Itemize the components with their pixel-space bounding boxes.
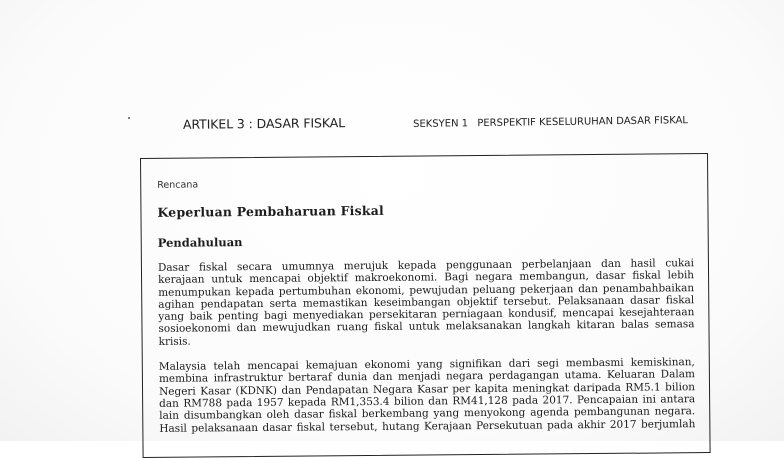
scan-speck bbox=[128, 117, 130, 119]
article-box-content bbox=[157, 175, 695, 448]
paragraph-2 bbox=[159, 356, 696, 434]
paragraph-line: dan RM788 pada 1957 kepada RM1,353.4 bilion dan RM41,128 pada 2017. Pencapaian ini antara bbox=[159, 393, 696, 410]
paragraph-line: membina infrastruktur bertaraf dunia dan menjadi negara perdagangan utama. Keluaran Dalam bbox=[158, 368, 695, 386]
section-header bbox=[413, 115, 688, 130]
paragraph-line: kerajaan untuk mencapai objektif makroekonomi. Bagi negara membangun, dasar fiskal lebih bbox=[158, 269, 695, 287]
paragraph-line: menumpukan kepada pertumbuhan ekonomi, pewujudan peluang pekerjaan dan penambahbaikan bbox=[158, 281, 695, 299]
article-subheading: Pendahuluan bbox=[157, 235, 243, 250]
paragraph-line: Malaysia telah mencapai kemajuan ekonomi yang signifikan dari segi membasmi kemiskinan, bbox=[158, 356, 695, 373]
paragraph-line: sosioekonomi dan mewujudkan ruang fiskal untuk melaksanakan langkah kitaran balas semasa bbox=[158, 318, 695, 336]
paragraph-line: yang baik penting bagi menyediakan persekitaran perniagaan kondusif, mencapai kesejahteraan bbox=[158, 306, 695, 324]
paragraph-line: lain disumbangkan oleh dasar fiskal berkembang yang menyokong agenda pembangunan negara. bbox=[159, 405, 696, 423]
section-title: PERSPEKTIF KESELURUHAN DASAR FISKAL bbox=[477, 115, 689, 130]
article-kicker: Rencana bbox=[157, 179, 199, 191]
paragraph-line: agihan pendapatan serta memastikan keseimbangan objektif tersebut. Pelaksanaan dasar fiskal bbox=[158, 294, 695, 311]
article-title: ARTIKEL 3 : DASAR FISKAL bbox=[182, 115, 346, 132]
paragraph-line: Hasil pelaksanaan dasar fiskal tersebut, hutang Kerajaan Persekutuan pada akhir 2017 berjumlah bbox=[159, 417, 696, 435]
paragraph-line: Dasar fiskal secara umumnya merujuk kepada penggunaan perbelanjaan dan hasil cukai bbox=[157, 257, 694, 274]
section-label: SEKSYEN 1 bbox=[413, 118, 469, 130]
article-heading: Keperluan Pembaharuan Fiskal bbox=[157, 202, 384, 220]
article-box bbox=[140, 153, 711, 458]
paragraph-line: krisis. bbox=[158, 335, 191, 348]
paragraph-1 bbox=[158, 257, 695, 348]
paragraph-line: Negeri Kasar (KDNK) dan Pendapatan Negara Kasar per kapita meningkat daripada RM5.1 bilion bbox=[158, 380, 696, 398]
